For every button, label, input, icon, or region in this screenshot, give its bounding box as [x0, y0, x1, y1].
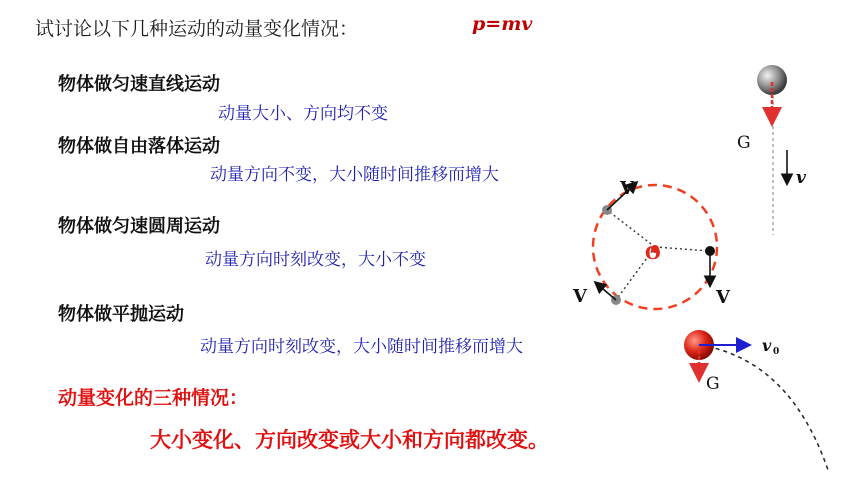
- initial-velocity-subscript: 0: [773, 347, 780, 357]
- gravity-label: G: [737, 133, 751, 153]
- free-fall-diagram: [737, 65, 807, 235]
- case-4-description: 动量方向时刻改变，大小随时间推移而增大: [200, 337, 523, 357]
- trajectory-curve: [700, 345, 828, 470]
- projectile-gravity-label: G: [706, 374, 720, 394]
- circular-motion-diagram: [572, 178, 731, 309]
- summary-heading: 动量变化的三种情况：: [58, 387, 249, 409]
- case-1-description: 动量大小、方向均不变: [218, 104, 388, 124]
- center-label: O: [645, 243, 661, 264]
- momentum-formula: p=mv: [472, 13, 533, 35]
- case-2-heading: 物体做自由落体运动: [58, 136, 220, 157]
- case-4-heading: 物体做平抛运动: [58, 304, 184, 325]
- case-3-heading: 物体做匀速圆周运动: [58, 216, 220, 237]
- velocity-label-left: V: [573, 286, 587, 307]
- projectile-diagram: [684, 330, 828, 470]
- velocity-label-right: V: [716, 287, 730, 308]
- summary-text: 大小变化、方向改变或大小和方向都改变。: [150, 428, 549, 452]
- radius-right: [655, 247, 710, 251]
- case-1-heading: 物体做匀速直线运动: [58, 74, 220, 95]
- initial-velocity-label: v: [762, 336, 772, 355]
- radius-top: [607, 210, 655, 247]
- velocity-label-top: V: [620, 178, 634, 199]
- velocity-label: v: [796, 168, 806, 188]
- case-2-description: 动量方向不变，大小随时间推移而增大: [210, 165, 499, 185]
- case-3-description: 动量方向时刻改变，大小不变: [205, 250, 426, 270]
- page-title: 试讨论以下几种运动的动量变化情况：: [35, 18, 359, 40]
